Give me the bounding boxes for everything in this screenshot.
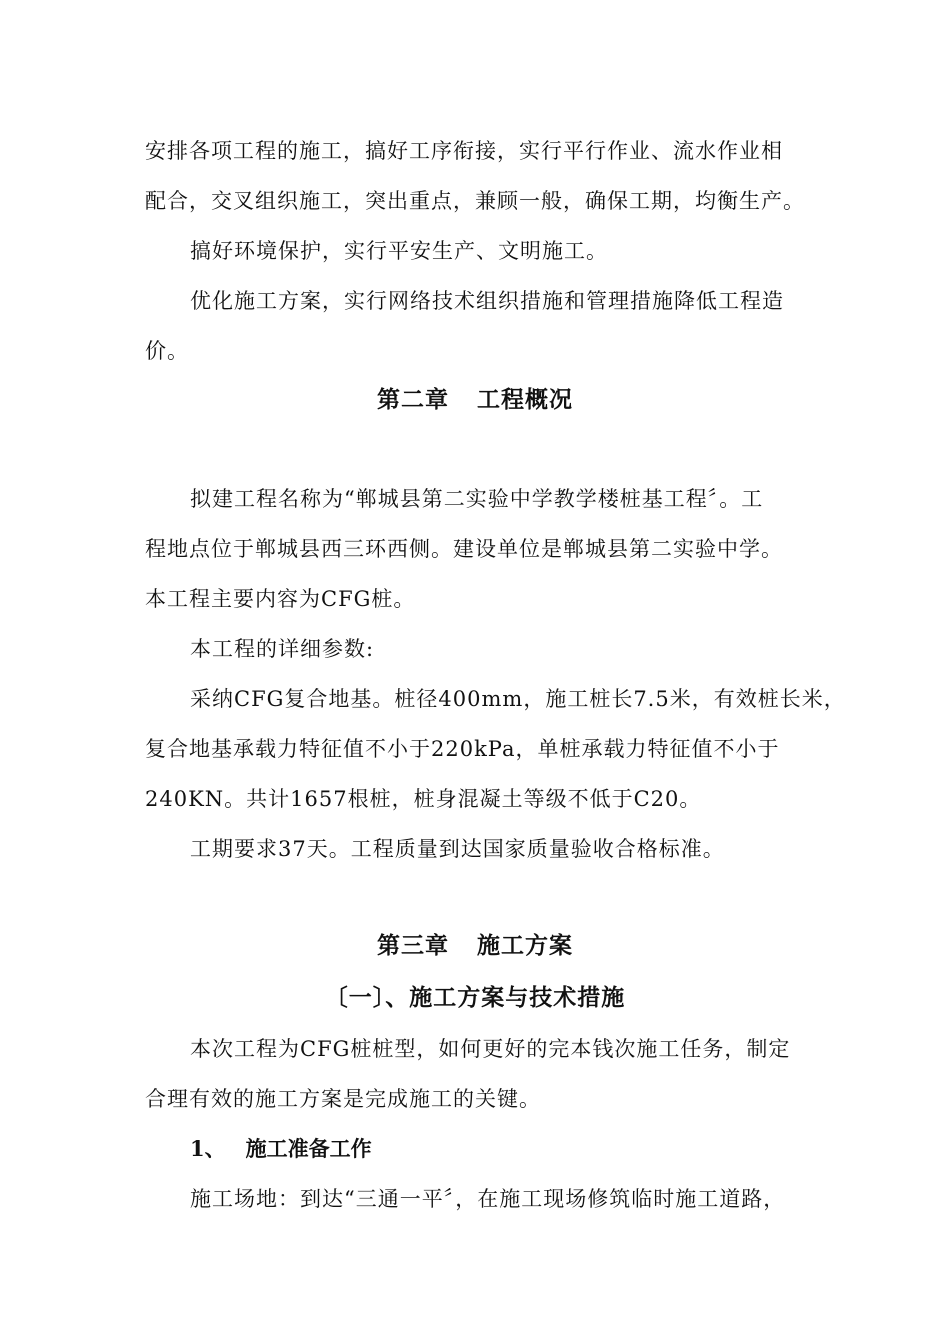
text-line: 拟建工程名称为“郸城县第二实验中学教学楼桩基工程〞。工 bbox=[190, 487, 764, 511]
text-line: 程地点位于郸城县西三环西侧。建设单位是郸城县第二实验中学。 bbox=[145, 537, 783, 561]
item-title: 施工准备工作 bbox=[245, 1136, 372, 1161]
chapter-title: 工程概况 bbox=[477, 386, 573, 413]
text-line: 工期要求37天。工程质量到达国家质量验收合格标准。 bbox=[190, 837, 725, 861]
text-line: 采纳CFG复合地基。桩径400mm，施工桩长7.5米，有效桩长米， bbox=[190, 687, 846, 711]
text-line: 复合地基承载力特征值不小于220kPa，单桩承载力特征值不小于 bbox=[145, 737, 780, 761]
text-line: 安排各项工程的施工，搞好工序衔接，实行平行作业、流水作业相 bbox=[145, 139, 783, 163]
chapter-heading bbox=[0, 384, 950, 416]
text-line: 施工场地：到达“三通一平〞，在施工现场修筑临时施工道路， bbox=[190, 1187, 786, 1211]
text-line: 合理有效的施工方案是完成施工的关键。 bbox=[145, 1087, 541, 1111]
text-line: 价。 bbox=[145, 339, 189, 363]
chapter-heading bbox=[0, 930, 950, 962]
text-line: 配合，交叉组织施工，突出重点，兼顾一般，确保工期，均衡生产。 bbox=[145, 189, 805, 213]
chapter-number: 第三章 bbox=[377, 932, 449, 959]
text-line: 240KN。共计1657根桩，桩身混凝土等级不低于C20。 bbox=[145, 787, 702, 811]
chapter-title: 施工方案 bbox=[477, 932, 573, 959]
text-line: 本工程主要内容为CFG桩。 bbox=[145, 587, 416, 611]
item-heading bbox=[190, 1134, 372, 1164]
text-line: 本次工程为CFG桩桩型，如何更好的完本钱次施工任务，制定 bbox=[190, 1037, 791, 1061]
text-line: 搞好环境保护，实行平安生产、文明施工。 bbox=[190, 239, 608, 263]
item-number: 1、 bbox=[190, 1136, 226, 1161]
text-line: 本工程的详细参数: bbox=[190, 637, 375, 661]
text-line: 优化施工方案，实行网络技术组织措施和管理措施降低工程造 bbox=[190, 289, 784, 313]
section-heading: 〔一〕、施工方案与技术措施 bbox=[324, 984, 626, 1011]
chapter-number: 第二章 bbox=[377, 386, 449, 413]
